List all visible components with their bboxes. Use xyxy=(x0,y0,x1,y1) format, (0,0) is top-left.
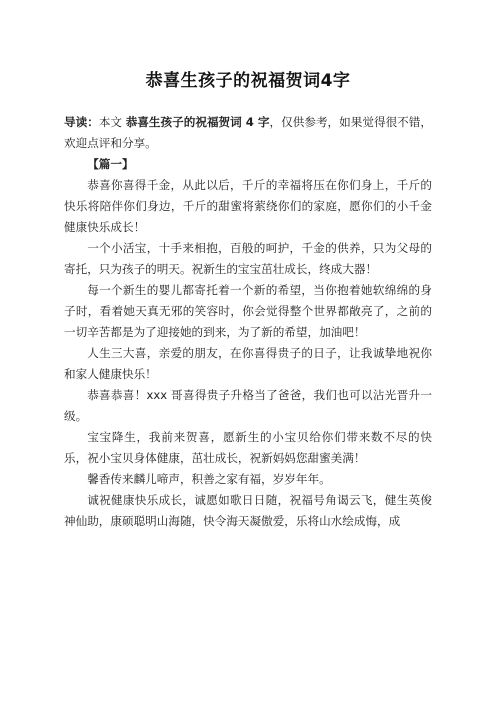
intro-lead: 导读： xyxy=(64,115,99,129)
paragraph: 一个小活宝，十手来相抱，百般的呵护，千金的供养，只为父母的寄托，只为孩子的明天。祝新生的宝宝茁壮成长，终成大器！ xyxy=(64,241,432,276)
paragraph: 诚祝健康快乐成长，诚愿如歌日日随，祝福号角谒云飞，健生英俊神仙助，康硕聪明山海随，快令海天凝傲爱，乐将山水绘成悔，成 xyxy=(64,493,432,528)
paragraph: 恭喜恭喜！xxx 哥喜得贵子升格当了爸爸，我们也可以沾光晋升一级。 xyxy=(64,388,432,423)
paragraph: 宝宝降生，我前来贺喜，愿新生的小宝贝给你们带来数不尽的快乐，祝小宝贝身体健康，茁壮成长，祝新妈妈您甜蜜美满！ xyxy=(64,430,432,465)
intro-bold-title: 恭喜生孩子的祝福贺词 4 字 xyxy=(125,115,270,129)
intro-paragraph xyxy=(64,112,432,154)
paragraph: 人生三大喜，亲爱的朋友，在你喜得贵子的日子，让我诚挚地祝你和家人健康快乐！ xyxy=(64,346,432,381)
document-title: 恭喜生孩子的祝福贺词4字 xyxy=(145,71,351,91)
document-body xyxy=(64,112,432,532)
paragraph: 每一个新生的婴儿都寄托着一个新的希望，当你抱着她软绵绵的身子时，看着她天真无邪的笑容时，你会觉得整个世界都敞亮了，之前的一切辛苦都是为了迎接她的到来，为了新的希望，加油吧！ xyxy=(64,283,432,339)
paragraph: 馨香传来麟儿啼声，积善之家有福，岁岁年年。 xyxy=(87,472,331,486)
paragraph: 恭喜你喜得千金，从此以后，千斤的幸福将压在你们身上，千斤的快乐将陪伴你们身边，千斤的甜蜜将萦绕你们的家庭，愿你们的小千金健康快乐成长！ xyxy=(64,178,432,234)
intro-pre: 本文 xyxy=(98,115,126,129)
section-heading: 【篇一】 xyxy=(87,157,134,171)
intro-post: ，仅供参考，如果觉得很不错，欢迎点评和分享。 xyxy=(64,115,432,150)
